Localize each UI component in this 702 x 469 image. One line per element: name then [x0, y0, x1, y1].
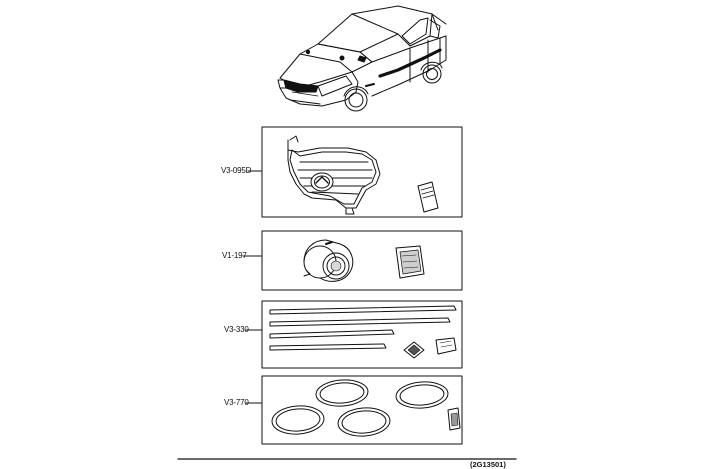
instruction-card	[418, 182, 438, 212]
fog-lamp-part	[304, 240, 353, 281]
front-grille-part	[288, 136, 380, 214]
figure-reference: (2G13501)	[470, 460, 506, 469]
part-code-v3-095d: V3-095D	[221, 166, 252, 175]
panel-v3-095d	[262, 127, 462, 217]
bezel-rings	[271, 378, 449, 438]
molding-clip-pack-right	[436, 338, 456, 354]
fog-lamp-bezel	[396, 246, 424, 278]
part-code-v3-330: V3-330	[224, 325, 249, 334]
bezel-instruction-sheet	[448, 408, 460, 430]
panel-v3-330	[262, 301, 462, 368]
part-code-v3-770: V3-770	[224, 398, 249, 407]
molding-clip-pack-left	[404, 342, 424, 358]
side-molding-strips	[270, 306, 456, 350]
panel-v1-197	[262, 231, 462, 290]
car-illustration	[278, 6, 446, 111]
part-code-v1-197: V1-197	[222, 251, 247, 260]
